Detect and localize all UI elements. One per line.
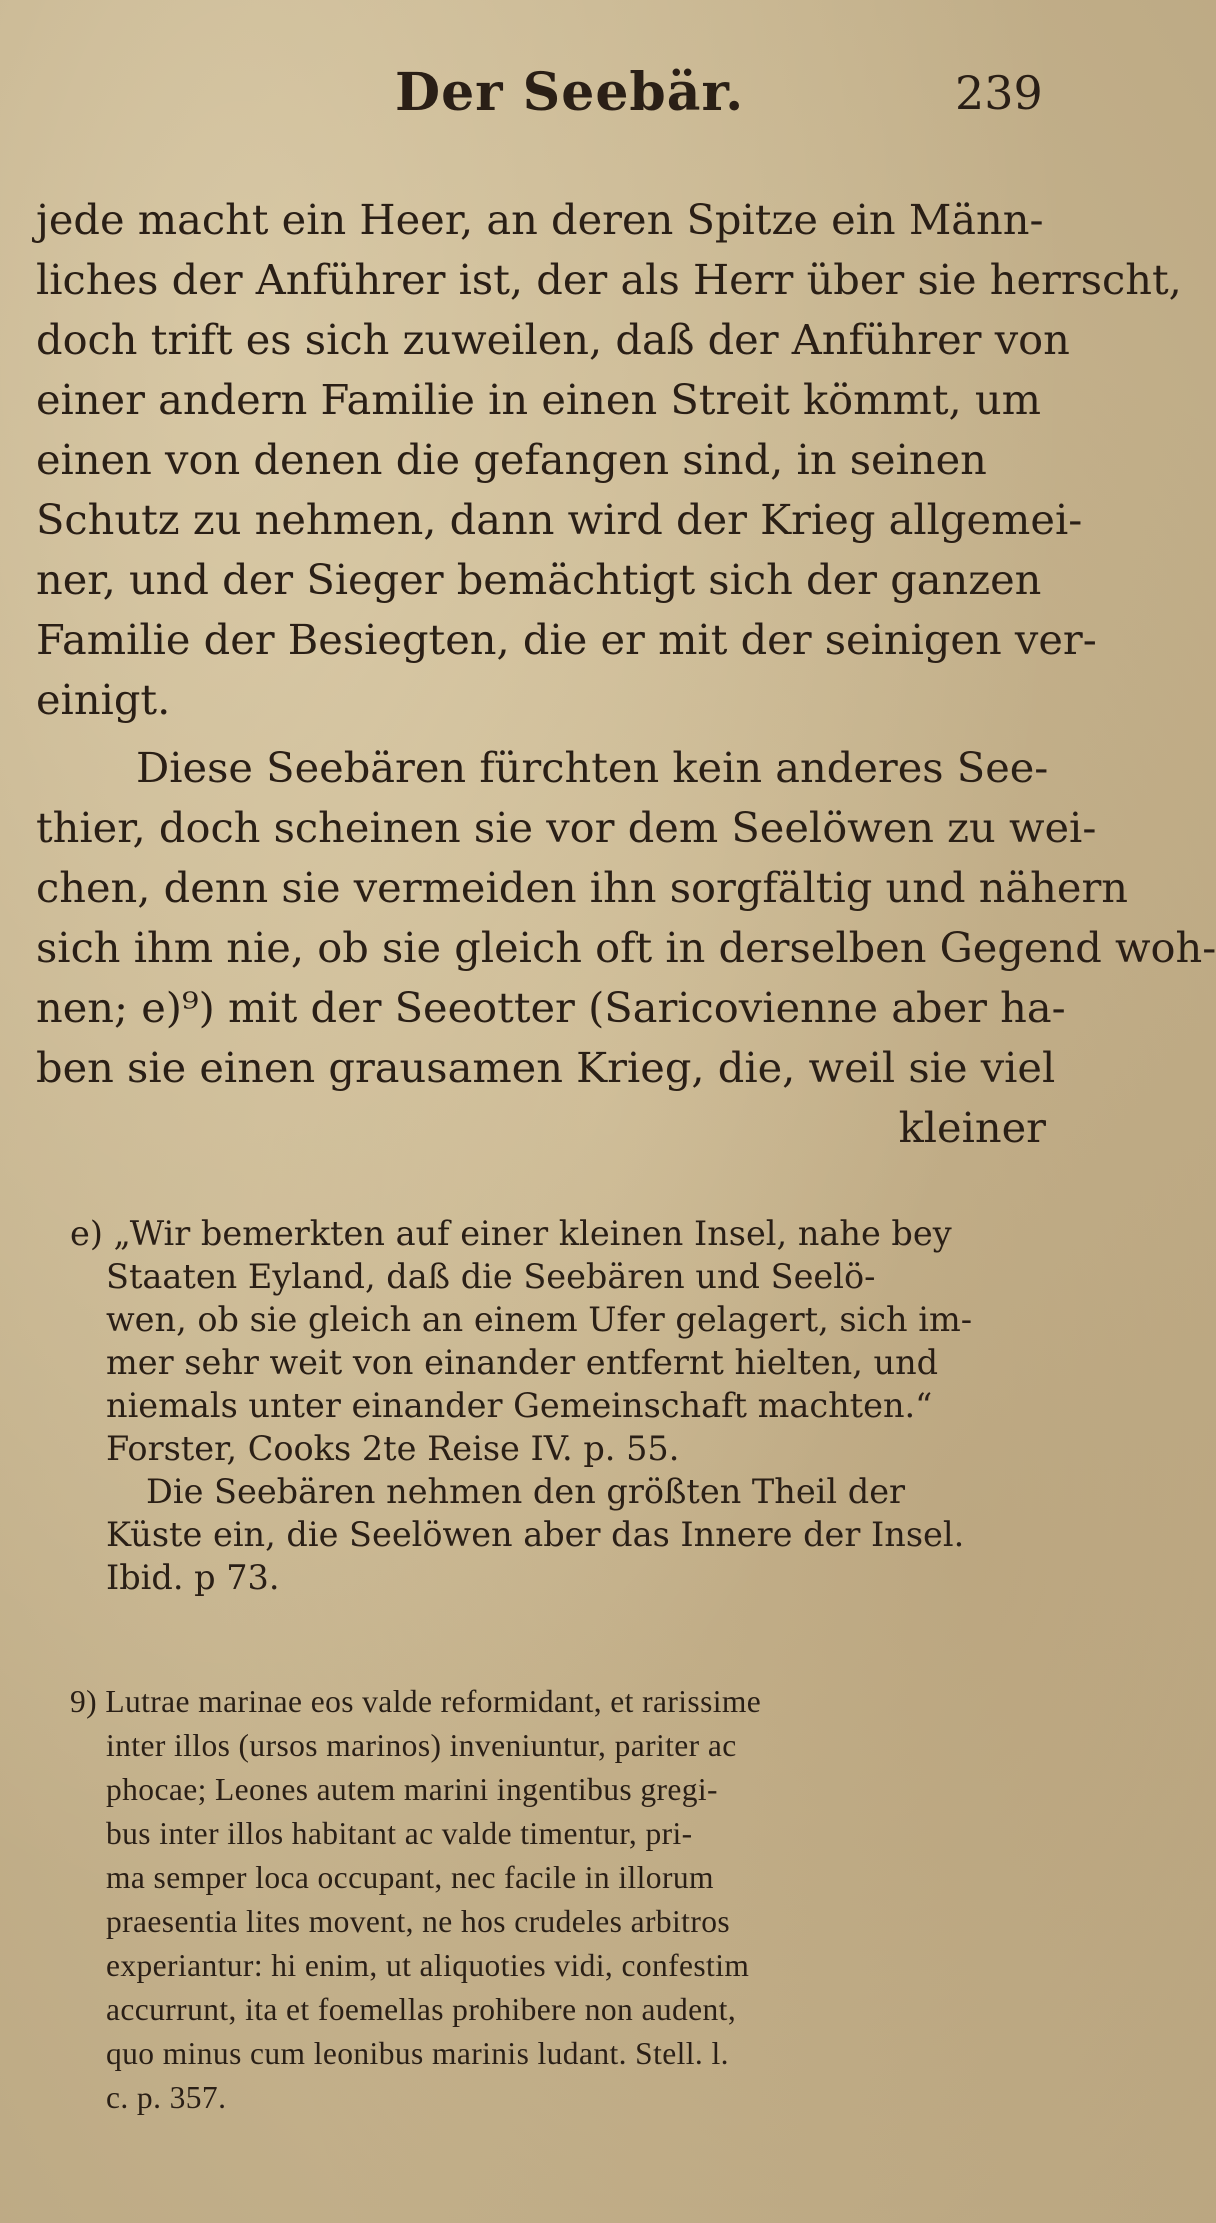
text-line: Familie der Besiegten, die er mit der seinigen ver-	[36, 615, 1097, 664]
text-line: thier, doch scheinen sie vor dem Seelöwen zu wei-	[36, 803, 1097, 852]
text-line: einer andern Familie in einen Streit kömmt, um	[36, 375, 1041, 424]
text-line: Schutz zu nehmen, dann wird der Krieg allgemei-	[36, 495, 1083, 544]
text-line: jede macht ein Heer, an deren Spitze ein Männ-	[36, 195, 1044, 244]
footnote-line: 9) Lutrae marinae eos valde reformidant, et rarissime	[70, 1684, 762, 1719]
text-line: liches der Anführer ist, der als Herr über sie herrscht,	[36, 255, 1182, 304]
footnote-line: mer sehr weit von einander entfernt hielten, und	[106, 1343, 939, 1382]
footnote-line: e) „Wir bemerkten auf einer kleinen Insel, nahe bey	[70, 1214, 952, 1253]
footnote-line: quo minus cum leonibus marinis ludant. Stell. l.	[106, 2036, 729, 2071]
page-number: 239	[955, 66, 1043, 120]
footnote-line: experiantur: hi enim, ut aliquoties vidi, confestim	[106, 1948, 750, 1983]
footnote-e	[70, 1212, 1050, 1599]
footnote-line: ma semper loca occupant, nec facile in illorum	[106, 1860, 714, 1895]
page-header	[0, 62, 1087, 132]
footnote-line: Die Seebären nehmen den größten Theil der	[146, 1472, 906, 1511]
paragraph-1	[36, 190, 1182, 730]
footnote-line: Küste ein, die Seelöwen aber das Innere der Insel.	[106, 1515, 965, 1554]
footnote-line: praesentia lites movent, ne hos crudeles arbitros	[106, 1904, 731, 1939]
footnote-9	[70, 1680, 1050, 2120]
footnote-line: Forster, Cooks 2te Reise IV. p. 55.	[106, 1429, 680, 1468]
text-line: chen, denn sie vermeiden ihn sorgfältig und nähern	[36, 863, 1129, 912]
running-title: Der Seebär.	[395, 62, 745, 123]
footnote-line: accurrunt, ita et foemellas prohibere non audent,	[106, 1992, 737, 2027]
text-line: ben sie einen grausamen Krieg, die, weil sie viel	[36, 1043, 1056, 1092]
footnote-line: inter illos (ursos marinos) inveniuntur, pariter ac	[106, 1728, 737, 1763]
text-line: doch trift es sich zuweilen, daß der Anführer von	[36, 315, 1070, 364]
text-line: nen; e)⁹) mit der Seeotter (Saricovienne aber ha-	[36, 983, 1066, 1032]
footnote-line: Ibid. p 73.	[106, 1558, 280, 1597]
footnote-line: phocae; Leones autem marini ingentibus gregi-	[106, 1772, 718, 1807]
text-line: Diese Seebären fürchten kein anderes See-	[136, 743, 1049, 792]
footnote-line: c. p. 357.	[106, 2080, 227, 2115]
footnote-line: bus inter illos habitant ac valde timentur, pri-	[106, 1816, 693, 1851]
text-line: einen von denen die gefangen sind, in seinen	[36, 435, 987, 484]
text-line: einigt.	[36, 675, 171, 724]
catchword: kleiner	[898, 1103, 1046, 1152]
footnote-line: Staaten Eyland, daß die Seebären und Seelö-	[106, 1257, 876, 1296]
footnote-line: niemals unter einander Gemeinschaft machten.“	[106, 1386, 933, 1425]
text-line: sich ihm nie, ob sie gleich oft in derselben Gegend woh-	[36, 923, 1216, 972]
text-line: ner, und der Sieger bemächtigt sich der ganzen	[36, 555, 1042, 604]
footnote-line: wen, ob sie gleich an einem Ufer gelagert, sich im-	[106, 1300, 973, 1339]
paragraph-2	[36, 738, 1216, 1158]
